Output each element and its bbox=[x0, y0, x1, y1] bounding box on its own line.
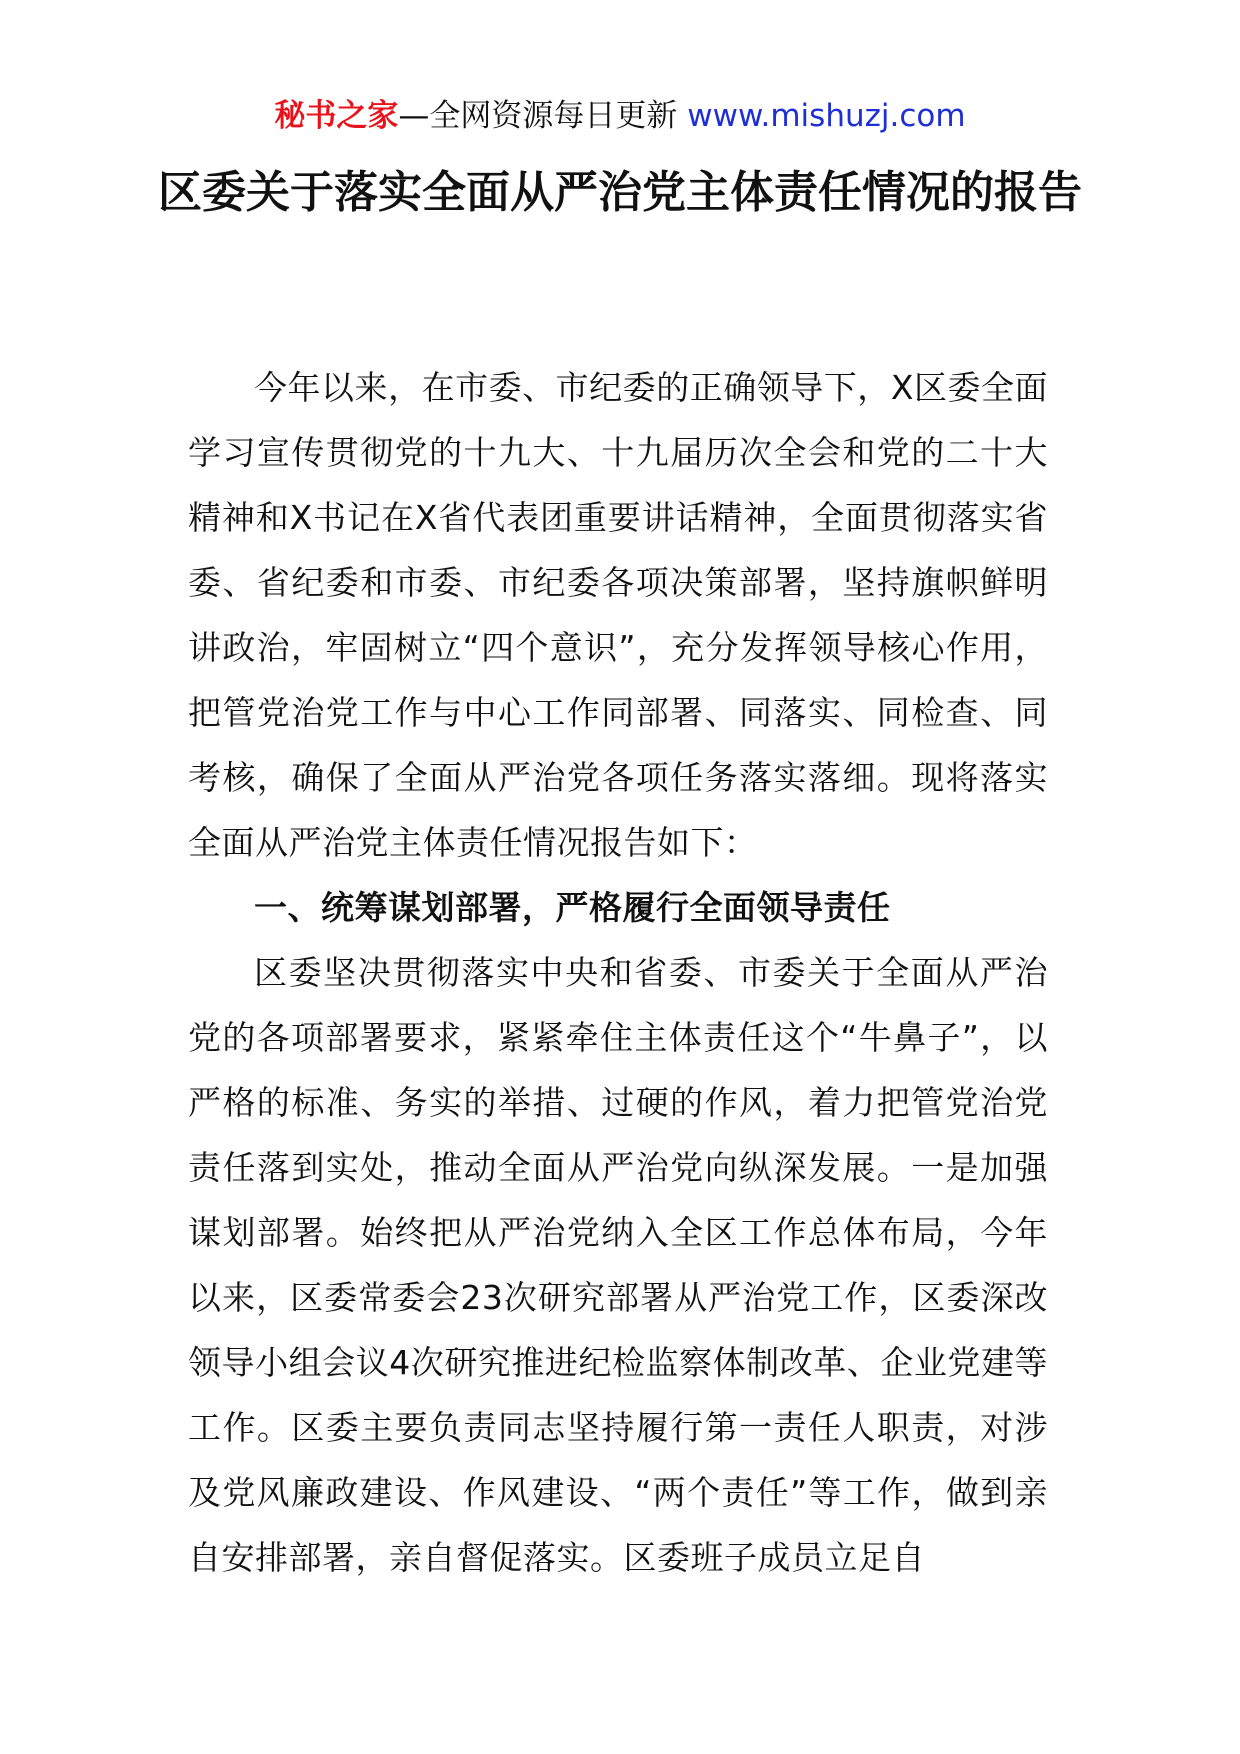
intro-paragraph: 今年以来，在市委、市纪委的正确领导下，X区委全面学习宣传贯彻党的十九大、十九届历次全会和党的二十大精神和X书记在X省代表团重要讲话精神，全面贯彻落实省委、省纪委和市委、市纪委各项决策部署，坚持旗帜鲜明讲政治，牢固树立“四个意识”，充分发挥领导核心作用，把管党治党工作与中心工作同部署、同落实、同检查、同考核，确保了全面从严治党各项任务落实落细。现将落实全面从严治党主体责任情况报告如下： bbox=[188, 368, 1048, 862]
brand-name: 秘书之家 bbox=[274, 98, 399, 134]
section-heading: 一、统筹谋划部署，严格履行全面领导责任 bbox=[254, 888, 891, 927]
body-paragraph: 区委坚决贯彻落实中央和省委、市委关于全面从严治党的各项部署要求，紧紧牵住主体责任这个“牛鼻子”，以严格的标准、务实的举措、过硬的作风，着力把管党治党责任落到实处，推动全面从严治党向纵深发展。一是加强谋划部署。始终把从严治党纳入全区工作总体布局，今年以来，区委常委会23次研究部署从严治党工作，区委深改领导小组会议4次研究推进纪检监察体制改革、企业党建等工作。区委主要负责同志坚持履行第一责任人职责，对涉及党风廉政建设、作风建设、“两个责任”等工作，做到亲自安排部署，亲自督促落实。区委班子成员立足自 bbox=[188, 953, 1048, 1577]
document-title: 区委关于落实全面从严治党主体责任情况的报告 bbox=[158, 167, 1082, 218]
site-header bbox=[0, 96, 1240, 136]
site-slogan: —全网资源每日更新 bbox=[398, 98, 678, 134]
document-body bbox=[188, 355, 1048, 1590]
site-url-link[interactable]: www.mishuzj.com bbox=[687, 98, 966, 134]
